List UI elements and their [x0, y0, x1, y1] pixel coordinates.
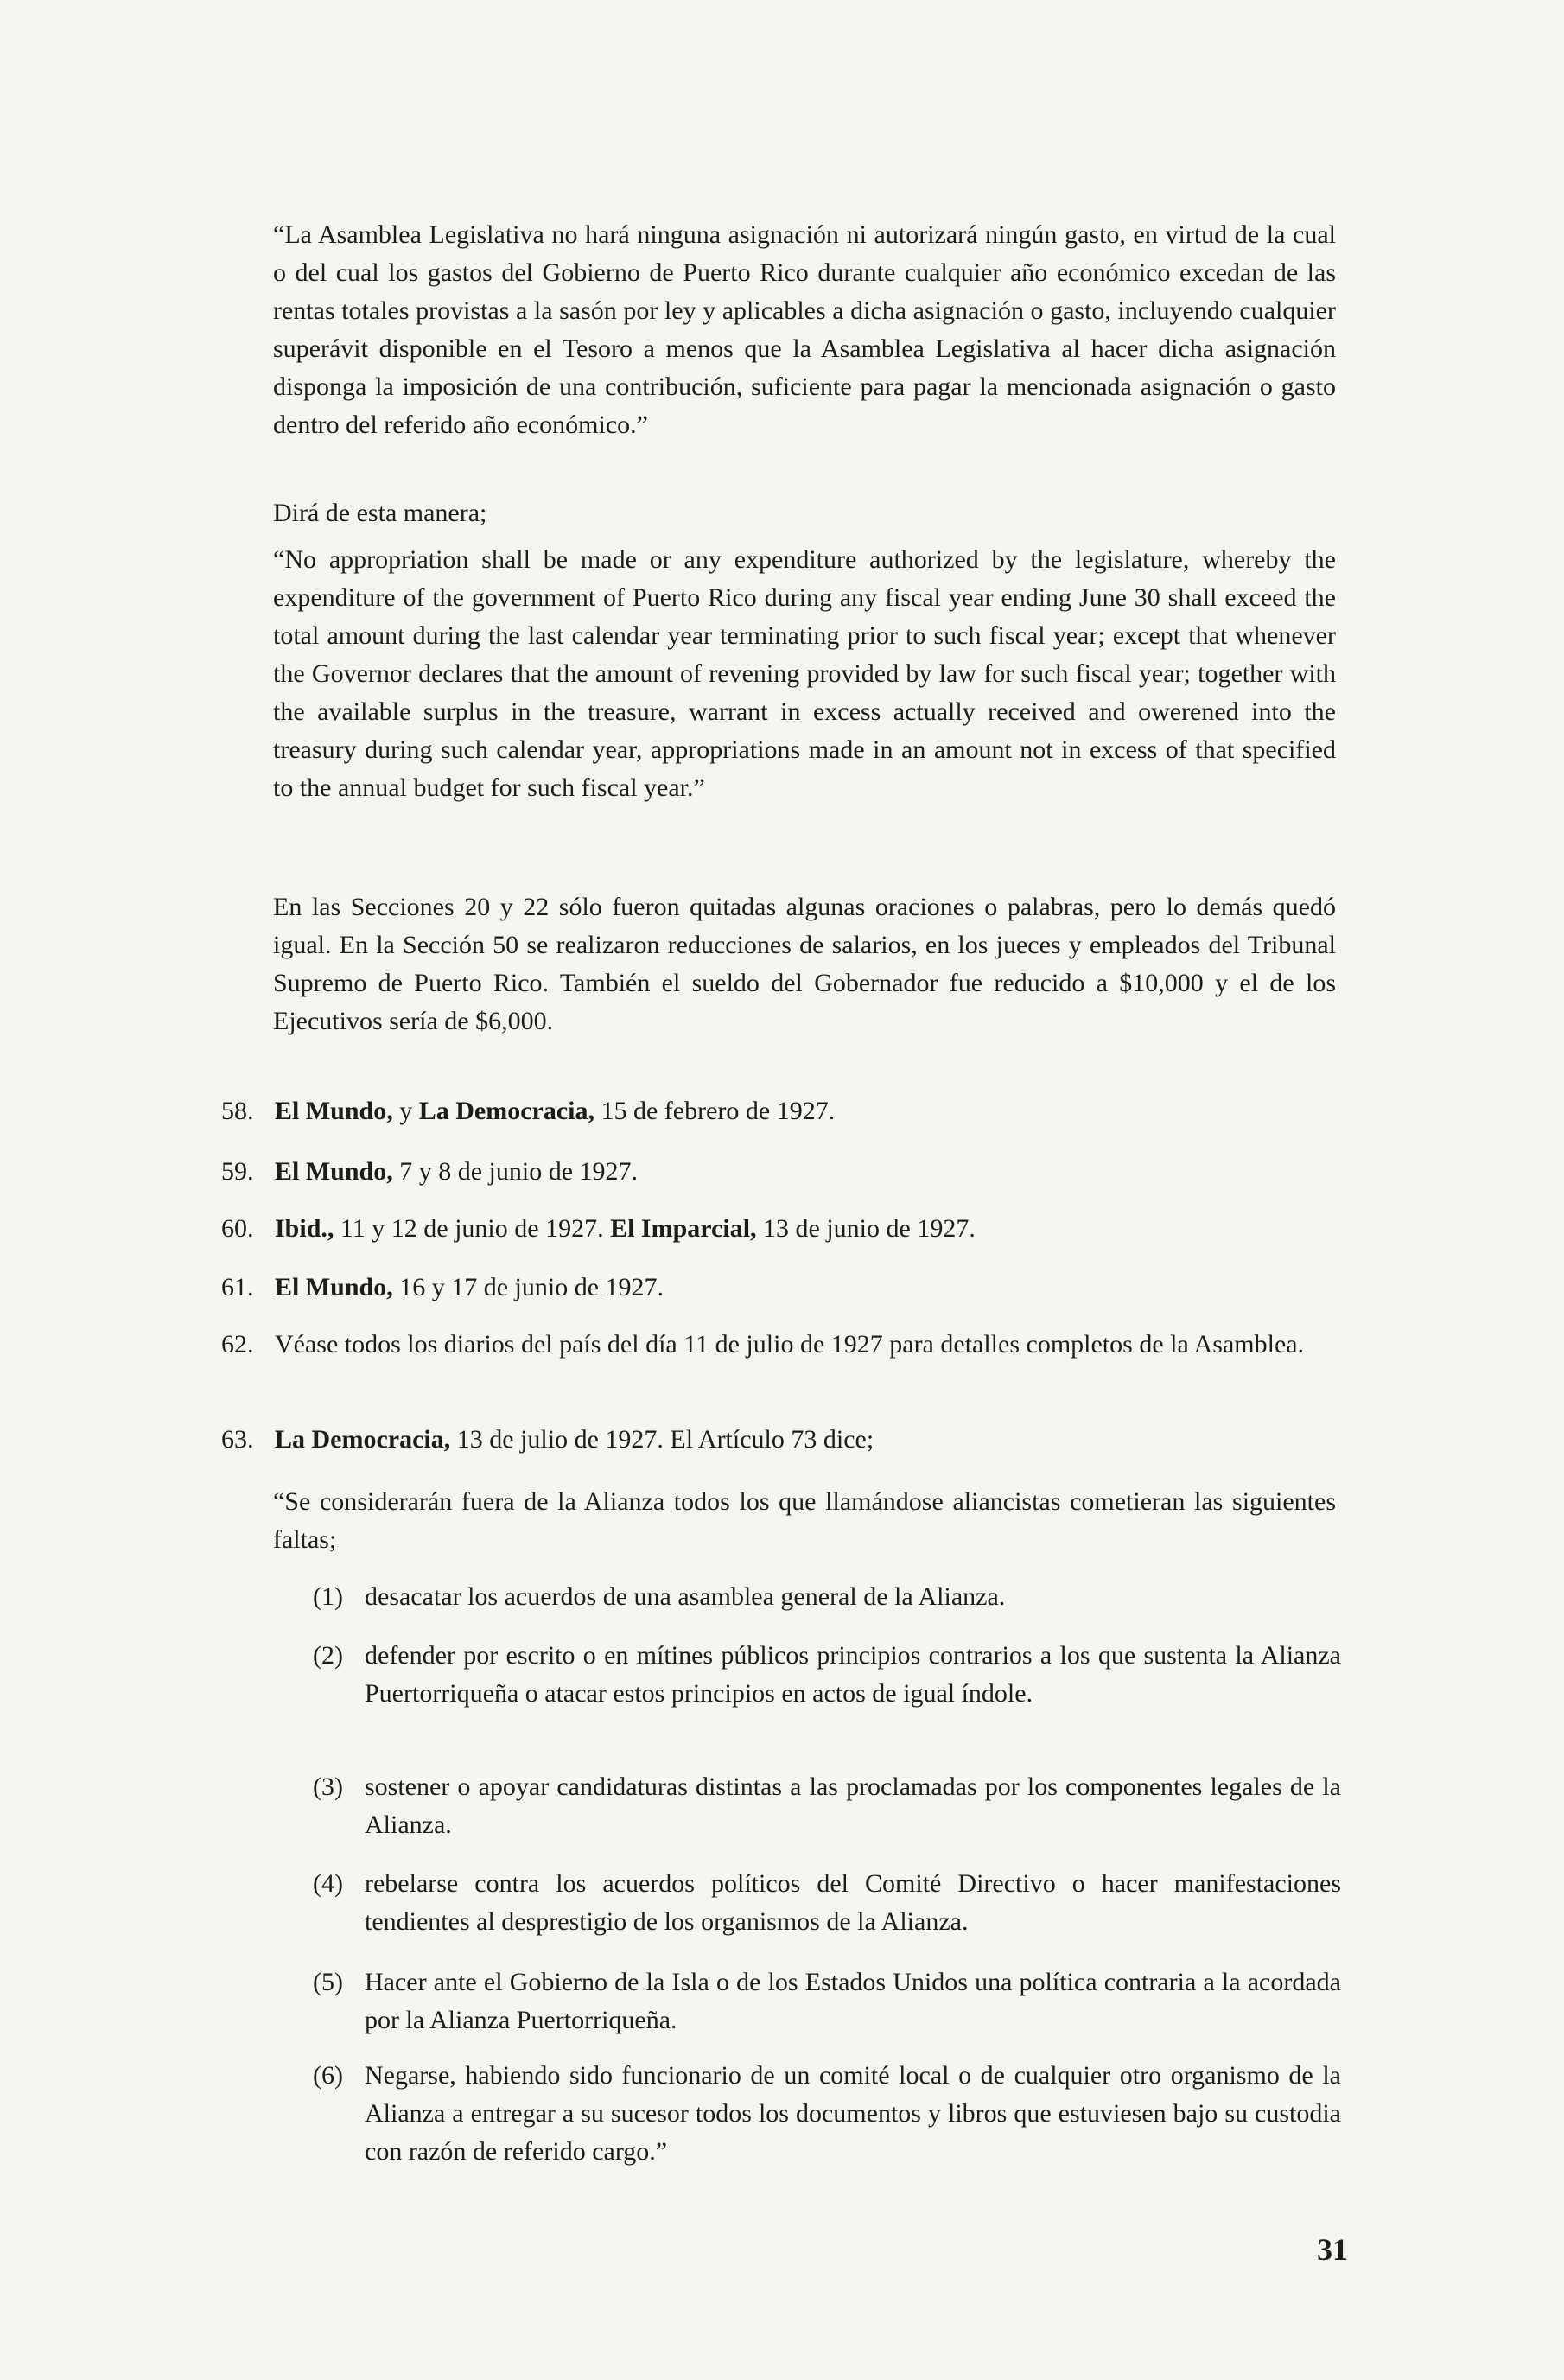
footnote-number: 58.	[221, 1097, 254, 1125]
item-text: Negarse, habiendo sido funcionario de un comité local o de cualquier otro organismo de la Alianza a entregar a su sucesor todos los documentos y libros que estuviesen bajo su custodia con razón de referido cargo.”	[365, 2061, 1341, 2166]
article-intro: “Se considerarán fuera de la Alianza todos los que llamándose aliancistas cometieran las siguientes faltas;	[273, 1487, 1336, 1554]
footnote-number: 63.	[221, 1425, 254, 1454]
item-text: defender por escrito o en mítines públicos principios contrarios a los que sustenta la Alianza Puertorriqueña o atacar estos principios en actos de igual índole.	[365, 1641, 1341, 1708]
page-number: 31	[1317, 2232, 1348, 2267]
item-number: (2)	[313, 1641, 343, 1670]
item-number: (5)	[313, 1968, 343, 1996]
footnote-text: La Democracia, 13 de julio de 1927. El Artículo 73 dice;	[275, 1425, 874, 1454]
item-text: rebelarse contra los acuerdos políticos del Comité Directivo o hacer manifestaciones tendientes al desprestigio de los organismos de la Alianza.	[365, 1869, 1341, 1936]
item-text: desacatar los acuerdos de una asamblea general de la Alianza.	[365, 1582, 1006, 1611]
item-number: (1)	[313, 1582, 343, 1611]
footnote-60	[221, 1210, 1345, 1248]
footnote-61	[221, 1269, 1345, 1307]
quote-english: “No appropriation shall be made or any expenditure authorized by the legislature, whereby the expenditure of the government of Puerto Rico during any fiscal year ending June 30 shall exceed the total amount during the last calendar year terminating prior to such fiscal year; except that whenever the Governor declares that the amount of revening provided by law for such fiscal year; together with the available surplus in the treasure, warrant in excess actually received and owerened into the treasury during such calendar year, appropriations made in an amount not in excess of that specified to the annual budget for such fiscal year.”	[273, 545, 1336, 802]
intro-english-quote: Dirá de esta manera;	[273, 499, 487, 527]
footnote-62	[221, 1326, 1345, 1364]
quote-spanish: “La Asamblea Legislativa no hará ninguna asignación ni autorizará ningún gasto, en virtud de la cual o del cual los gastos del Gobierno de Puerto Rico durante cualquier año económico excedan de las rentas totales provistas a la sasón por ley y aplicables a dicha asignación o gasto, incluyendo cualquier superávit disponible en el Tesoro a menos que la Asamblea Legislativa al hacer dicha asignación disponga la imposición de una contribución, suficiente para pagar la mencionada asignación o gasto dentro del referido año económico.”	[273, 220, 1336, 439]
footnote-number: 62.	[221, 1330, 254, 1359]
footnote-text: El Mundo, 7 y 8 de junio de 1927.	[275, 1157, 639, 1186]
footnote-58	[221, 1092, 1345, 1130]
footnote-63	[221, 1421, 1345, 1459]
footnote-number: 61.	[221, 1273, 254, 1301]
footnote-text: El Mundo, y La Democracia, 15 de febrero de 1927.	[275, 1097, 836, 1125]
footnote-number: 59.	[221, 1157, 254, 1186]
item-number: (6)	[313, 2061, 343, 2090]
item-text: sostener o apoyar candidaturas distintas a las proclamadas por los componentes legales de la Alianza.	[365, 1772, 1341, 1839]
footnote-59	[221, 1153, 1345, 1191]
item-number: (3)	[313, 1772, 343, 1801]
footnote-number: 60.	[221, 1214, 254, 1243]
footnote-text: Véase todos los diarios del país del día 11 de julio de 1927 para detalles completos de la Asamblea.	[275, 1330, 1305, 1359]
sections-paragraph: En las Secciones 20 y 22 sólo fueron quitadas algunas oraciones o palabras, pero lo demás quedó igual. En la Sección 50 se realizaron reducciones de salarios, en los jueces y empleados del Tribunal Supremo de Puerto Rico. También el sueldo del Gobernador fue reducido a $10,000 y el de los Ejecutivos sería de $6,000.	[273, 893, 1336, 1035]
item-number: (4)	[313, 1869, 343, 1898]
footnote-text: El Mundo, 16 y 17 de junio de 1927.	[275, 1273, 664, 1301]
item-text: Hacer ante el Gobierno de la Isla o de los Estados Unidos una política contraria a la acordada por la Alianza Puertorriqueña.	[365, 1968, 1341, 2034]
footnote-text: Ibid., 11 y 12 de junio de 1927. El Imparcial, 13 de junio de 1927.	[275, 1214, 976, 1243]
